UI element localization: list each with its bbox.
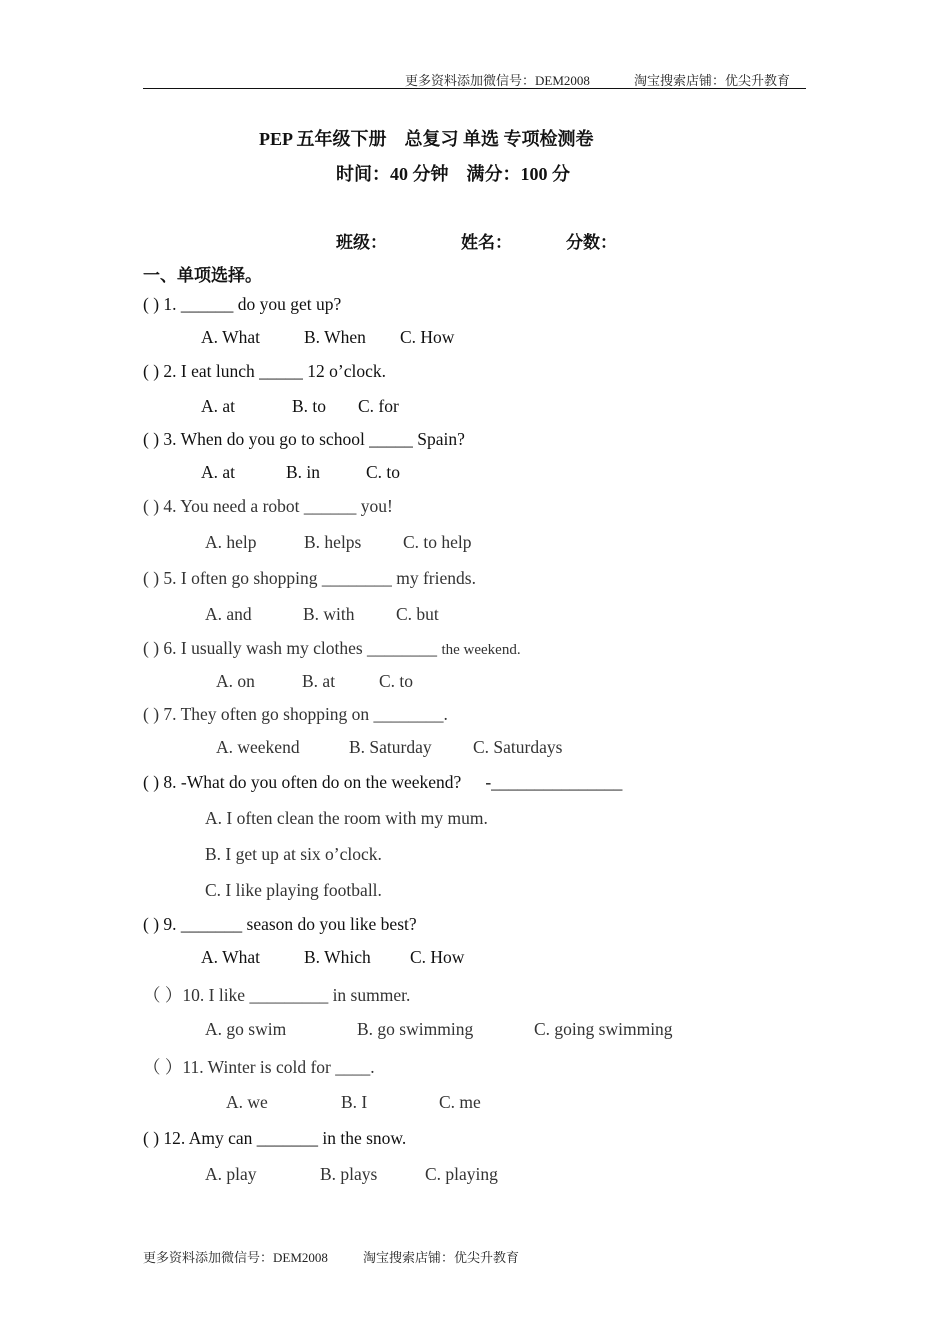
footer-wechat: 更多资料添加微信号：DEM2008 [143, 1250, 328, 1265]
option-c[interactable]: C. me [439, 1092, 481, 1112]
question-text-tail: the weekend. [441, 642, 521, 658]
question-text: 4. You need a robot ______ you! [163, 496, 393, 516]
option-c[interactable]: C. Saturdays [473, 737, 563, 757]
question-8-option-a[interactable]: A. I often clean the room with my mum. [205, 808, 488, 828]
option-a[interactable]: A. we [226, 1092, 268, 1112]
answer-blank[interactable]: ( ) [143, 294, 160, 314]
option-a[interactable]: A. help [205, 532, 257, 552]
option-b[interactable]: B. Which [304, 947, 371, 967]
question-8-option-b[interactable]: B. I get up at six o’clock. [205, 844, 382, 864]
question-8-option-c[interactable]: C. I like playing football. [205, 880, 382, 900]
option-b[interactable]: B. I [341, 1092, 368, 1112]
option-c[interactable]: C. for [358, 396, 399, 416]
header-shop: 淘宝搜索店铺：优尖升教育 [634, 73, 791, 88]
question-text: 5. I often go shopping ________ my friends. [163, 568, 476, 588]
question-text: 6. I usually wash my clothes ________ [163, 638, 438, 658]
option-c[interactable]: C. to [366, 462, 401, 482]
option-b[interactable]: B. to [292, 396, 327, 416]
question-10 [143, 982, 410, 1007]
question-5-options [205, 604, 439, 625]
answer-line[interactable]: -_______________ [485, 772, 623, 792]
name-label: 姓名： [461, 233, 512, 252]
header-divider [143, 88, 806, 89]
answer-blank[interactable]: ( ) [143, 704, 160, 724]
question-6-options [216, 671, 413, 692]
question-text: 7. They often go shopping on ________. [163, 704, 448, 724]
option-a[interactable]: A. What [201, 327, 260, 347]
page-subtitle: 时间：40 分钟 满分：100 分 [336, 164, 570, 184]
answer-blank[interactable]: （ ） [143, 985, 183, 1005]
option-c[interactable]: C. but [396, 604, 439, 624]
option-c[interactable]: C. going swimming [534, 1019, 673, 1039]
question-text: 11. Winter is cold for ____. [182, 1057, 375, 1077]
option-a[interactable]: A. at [201, 462, 236, 482]
question-11 [143, 1054, 375, 1079]
answer-blank[interactable]: （ ） [143, 1057, 183, 1077]
option-b[interactable]: B. go swimming [357, 1019, 474, 1039]
header-wechat: 更多资料添加微信号：DEM2008 [405, 73, 590, 88]
student-info-fields [336, 228, 617, 253]
option-b[interactable]: B. at [302, 671, 336, 691]
answer-blank[interactable]: ( ) [143, 638, 160, 658]
option-c[interactable]: C. to help [403, 532, 472, 552]
question-4-options [205, 532, 472, 553]
option-a[interactable]: A. weekend [216, 737, 300, 757]
option-a[interactable]: A. and [205, 604, 252, 624]
option-a[interactable]: A. What [201, 947, 260, 967]
section-title: 一、单项选择。 [143, 266, 262, 285]
option-b[interactable]: B. When [304, 327, 366, 347]
question-text: 1. ______ do you get up? [163, 294, 342, 314]
question-12 [143, 1128, 406, 1149]
answer-blank[interactable]: ( ) [143, 914, 160, 934]
question-text: 3. When do you go to school _____ Spain? [163, 429, 465, 449]
question-5 [143, 568, 476, 589]
answer-blank[interactable]: ( ) [143, 496, 160, 516]
question-12-options [205, 1164, 498, 1185]
question-9-options [201, 947, 464, 968]
question-text: 8. -What do you often do on the weekend? [163, 772, 462, 792]
question-text: 2. I eat lunch _____ 12 o’clock. [163, 361, 386, 381]
question-9 [143, 914, 417, 935]
footer-shop: 淘宝搜索店铺：优尖升教育 [363, 1250, 520, 1265]
question-2-options [201, 396, 399, 417]
option-a[interactable]: A. go swim [205, 1019, 287, 1039]
class-label: 班级： [336, 233, 387, 252]
option-b[interactable]: B. with [303, 604, 355, 624]
question-2 [143, 361, 386, 382]
answer-blank[interactable]: ( ) [143, 361, 160, 381]
question-text: 12. Amy can _______ in the snow. [163, 1128, 407, 1148]
question-text: 10. I like _________ in summer. [182, 985, 411, 1005]
option-b[interactable]: B. Saturday [349, 737, 432, 757]
answer-blank[interactable]: ( ) [143, 772, 160, 792]
option-c[interactable]: C. How [400, 327, 455, 347]
question-7 [143, 704, 448, 725]
question-7-options [216, 737, 562, 758]
option-b[interactable]: B. in [286, 462, 321, 482]
question-10-options [205, 1019, 673, 1040]
question-11-options [226, 1092, 481, 1113]
option-a[interactable]: A. play [205, 1164, 257, 1184]
option-b[interactable]: B. plays [320, 1164, 378, 1184]
score-label: 分数： [566, 233, 617, 252]
page-title: PEP 五年级下册 总复习 单选 专项检测卷 [259, 129, 594, 149]
option-a[interactable]: A. on [216, 671, 255, 691]
question-6 [143, 638, 521, 659]
question-8 [143, 772, 622, 793]
question-text: 9. _______ season do you like best? [163, 914, 417, 934]
answer-blank[interactable]: ( ) [143, 1128, 160, 1148]
question-3 [143, 429, 465, 450]
question-3-options [201, 462, 400, 483]
option-c[interactable]: C. to [379, 671, 414, 691]
question-4 [143, 496, 393, 517]
answer-blank[interactable]: ( ) [143, 568, 160, 588]
option-a[interactable]: A. at [201, 396, 236, 416]
option-c[interactable]: C. How [410, 947, 465, 967]
question-1-options [201, 327, 454, 348]
answer-blank[interactable]: ( ) [143, 429, 160, 449]
option-b[interactable]: B. helps [304, 532, 362, 552]
question-1 [143, 294, 341, 315]
option-c[interactable]: C. playing [425, 1164, 498, 1184]
